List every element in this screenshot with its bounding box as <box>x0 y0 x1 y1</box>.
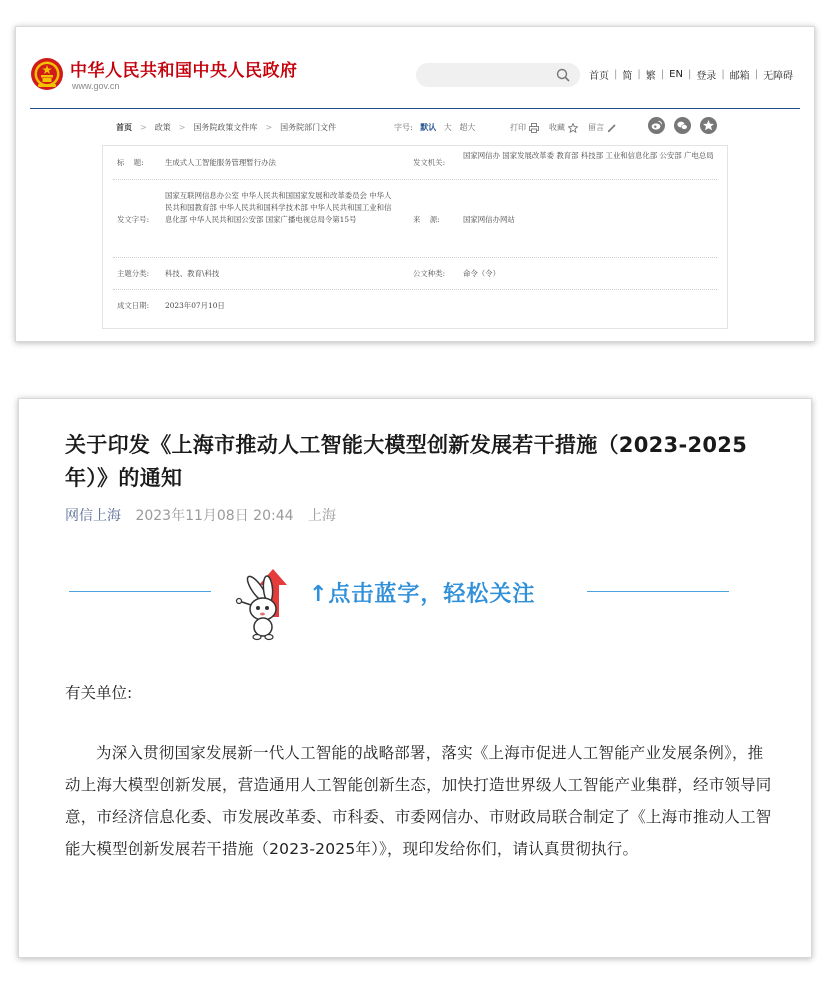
nav-accessibility-link[interactable]: 无障碍 <box>763 71 794 82</box>
breadcrumb-policy[interactable]: 政策 <box>154 123 171 132</box>
nav-separator: | <box>687 69 692 80</box>
font-size-switcher <box>394 122 480 133</box>
national-emblem-icon <box>30 57 64 91</box>
title-value: 生成式人工智能服务管理暂行办法 <box>165 158 276 167</box>
nav-separator: | <box>614 69 618 80</box>
nav-english-link[interactable]: EN <box>669 69 683 80</box>
nav-traditional-link[interactable]: 繁 <box>645 71 656 82</box>
search-input[interactable] <box>426 67 554 83</box>
publish-location: 上海 <box>307 508 336 524</box>
font-size-default[interactable]: 默认 <box>420 122 437 132</box>
gov-screenshot-panel <box>15 26 815 342</box>
follow-text[interactable]: ↑点击蓝字，轻松关注 <box>309 582 536 607</box>
gov-header <box>16 27 814 109</box>
info-row-title <box>113 146 717 180</box>
top-nav <box>589 67 793 82</box>
date-value: 2023年07月10日 <box>165 301 225 310</box>
favorite-label[interactable]: 收藏 <box>549 123 565 132</box>
source-value: 国家网信办网站 <box>463 215 515 224</box>
chevron-right-icon: > <box>265 123 273 132</box>
rabbit-mascot-icon <box>233 565 301 641</box>
source-label: 来 源: <box>413 215 440 224</box>
issuer-label: 发文机关: <box>413 158 446 167</box>
info-row-docno <box>113 180 717 258</box>
article-greeting: 有关单位: <box>65 684 133 702</box>
nav-mail-link[interactable]: 邮箱 <box>729 71 750 82</box>
publish-time: 2023年11月08日 20:44 <box>135 508 294 524</box>
banner-right-line <box>587 591 729 592</box>
doctype-label: 公文种类: <box>413 269 446 278</box>
info-row-date <box>113 290 717 328</box>
weibo-icon[interactable] <box>648 117 665 134</box>
article-meta <box>65 505 336 525</box>
article-body: 为深入贯彻国家发展新一代人工智能的战略部署，落实《上海市促进人工智能产业发展条例》，推动上海大模型创新发展，营造通用人工智能创新生态，加快打造世界级人工智能产业集群，经市领导同意，市经济信息化委、市发展改革委、市科委、市委网信办、市财政局联合制定了《上海市推动人工智能大模型创新发展若干措施（2023-2025年）》，现印发给你们，请认真贯彻执行。 <box>65 744 772 858</box>
printer-icon[interactable] <box>529 123 539 133</box>
article-toolbar <box>16 117 814 139</box>
breadcrumb-department-docs[interactable]: 国务院部门文件 <box>280 123 337 132</box>
article-title: 关于印发《上海市推动人工智能大模型创新发展若干措施（2023-2025年）》的通知 <box>65 433 748 490</box>
share-buttons <box>648 117 726 134</box>
chevron-right-icon: > <box>140 123 147 132</box>
topic-label: 主题分类: <box>117 269 150 278</box>
nav-login-link[interactable]: 登录 <box>696 71 717 82</box>
account-name-link[interactable]: 网信上海 <box>65 508 121 524</box>
site-title[interactable]: 中华人民共和国中央人民政府 <box>70 61 298 81</box>
breadcrumb <box>116 122 336 133</box>
chevron-right-icon: > <box>178 123 186 132</box>
nav-separator: | <box>660 69 665 80</box>
comment-label[interactable]: 留言 <box>588 123 604 132</box>
wechat-icon[interactable] <box>674 117 691 134</box>
site-url: www.gov.cn <box>72 81 120 91</box>
font-size-xlarge[interactable]: 超大 <box>459 123 476 132</box>
document-info-table <box>102 145 728 329</box>
docno-value: 国家互联网信息办公室 中华人民共和国国家发展和改革委员会 中华人民共和国教育部 中华人民共和国科学技术部 中华人民共和国工业和信息化部 中华人民共和国公安部 国家广播电视总局令第15号 <box>165 191 392 224</box>
doctype-value: 命令（令） <box>463 269 500 278</box>
article-tools <box>510 122 627 133</box>
nav-home-link[interactable]: 首页 <box>589 71 609 82</box>
nav-separator: | <box>637 69 641 80</box>
issuer-value: 国家网信办 国家发展改革委 教育部 科技部 工业和信息化部 公安部 广电总局 <box>463 151 714 160</box>
font-size-label: 字号: <box>394 123 413 132</box>
print-label[interactable]: 打印 <box>510 123 526 132</box>
search-icon[interactable] <box>556 68 570 82</box>
pencil-icon[interactable] <box>607 123 617 133</box>
nav-separator: | <box>754 69 759 80</box>
nav-separator: | <box>721 69 725 80</box>
date-label: 成文日期: <box>117 301 150 310</box>
breadcrumb-policy-library[interactable]: 国务院政策文件库 <box>193 123 258 132</box>
wechat-article-panel <box>18 398 812 958</box>
banner-left-line <box>69 591 211 592</box>
nav-simplified-link[interactable]: 简 <box>622 71 633 82</box>
star-icon[interactable] <box>568 123 578 133</box>
title-label: 标 题: <box>117 158 144 167</box>
breadcrumb-home[interactable]: 首页 <box>116 122 132 132</box>
search-box[interactable] <box>416 63 580 87</box>
follow-banner[interactable] <box>69 565 729 641</box>
info-row-topic <box>113 258 717 290</box>
docno-label: 发文字号: <box>117 215 150 224</box>
header-divider <box>30 108 800 109</box>
font-size-large[interactable]: 大 <box>443 123 452 132</box>
qzone-icon[interactable] <box>700 117 717 134</box>
topic-value: 科技、教育\科技 <box>165 269 220 278</box>
